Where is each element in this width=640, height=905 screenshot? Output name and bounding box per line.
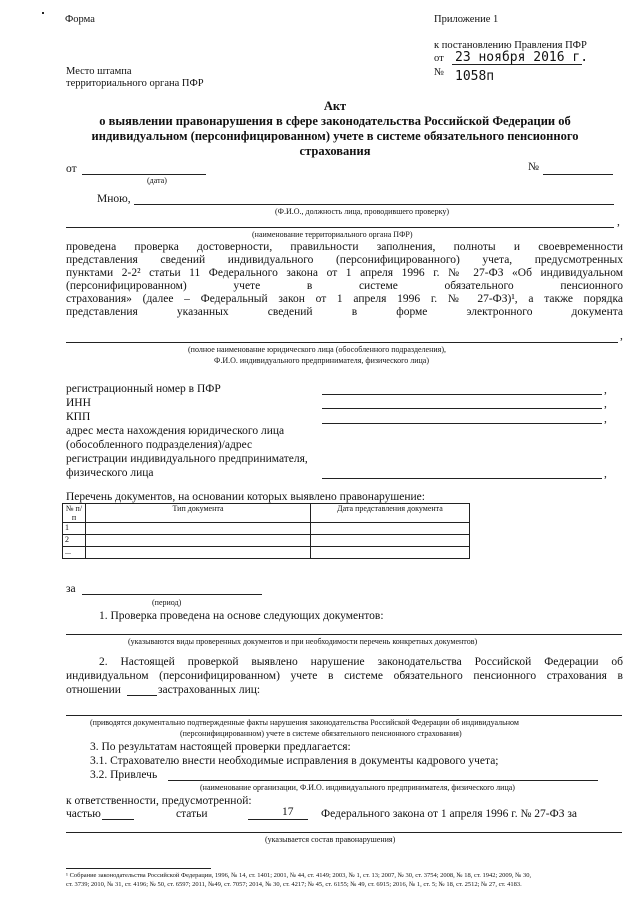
- act-subtitle-line2: индивидуальном (персонифицированном) учете в системе обязательного пенсионного: [91, 129, 579, 143]
- law-reference: Федерального закона от 1 апреля 1996 г. № 27-ФЗ за: [321, 808, 578, 820]
- inspector-field[interactable]: [134, 204, 614, 205]
- entity-caption2: Ф.И.О. индивидуального предпринимателя, физического лица): [214, 356, 429, 365]
- period-label: за: [66, 583, 76, 595]
- inn-label: ИНН: [66, 397, 91, 409]
- body-line5: страхования» (далее – Федеральный закон от 1 апреля 1996 г. № 27-ФЗ)¹, а также порядка: [66, 293, 623, 305]
- address-label-line2: (обособленного подразделения)/адрес: [66, 439, 253, 451]
- offender-field[interactable]: [168, 780, 598, 781]
- period-field[interactable]: [82, 594, 262, 595]
- section2-caption1: (приводятся документально подтвержденные факты нарушения законодательства Российской Федерации об индивидуальном: [90, 718, 519, 727]
- documents-table: [62, 503, 470, 559]
- table-row: [63, 523, 470, 535]
- period-caption: (период): [152, 598, 182, 607]
- body-line3: пунктами 2-2² статьи 11 Федерального закона от 1 апреля 1996 г. № 27-ФЗ «Об индивидуальном: [66, 267, 623, 279]
- act-subtitle-line1: о выявлении правонарушения в сфере законодательства Российской Федерации об: [99, 114, 571, 128]
- act-subtitle-line3: страхования: [299, 144, 371, 158]
- section2-line3a: отношении: [66, 684, 121, 696]
- section3-1: 3.1. Страхователю внести необходимые исправления в документы кадрового учета;: [90, 755, 499, 767]
- col-date-header: Дата представления документа: [311, 504, 470, 523]
- col-num-header: № п/п: [63, 504, 86, 523]
- body-line4: (персонифицированном) учете в системе обязательного пенсионного: [66, 280, 623, 292]
- date-underline: [452, 64, 582, 65]
- resolution-date: 23 ноября 2016 г.: [455, 50, 589, 65]
- section2-line1: 2. Настоящей проверкой выявлено нарушение законодательства Российской Федерации об: [99, 656, 623, 668]
- date-from-label: от: [66, 163, 77, 175]
- section3-2: 3.2. Привлечь: [90, 769, 158, 781]
- row-num: 2: [63, 535, 86, 547]
- act-number-label: №: [528, 161, 539, 173]
- footnote-divider: [66, 868, 211, 869]
- row-num: ...: [63, 547, 86, 559]
- section1-caption: (указываются виды проверенных документов и при необходимости перечень конкретных документов): [128, 637, 478, 646]
- reg-number-label: регистрационный номер в ПФР: [66, 383, 221, 395]
- responsibility-label: к ответственности, предусмотренной:: [66, 795, 252, 807]
- scan-dot: [42, 12, 44, 14]
- address-label-line3: регистрации индивидуального предпринимателя,: [66, 453, 308, 465]
- reg-number-comma: ,: [604, 384, 607, 396]
- inspector-comma: ,: [617, 216, 620, 228]
- kpp-label: КПП: [66, 411, 91, 423]
- appendix-label: Приложение 1: [434, 14, 499, 25]
- row-type[interactable]: [86, 535, 311, 547]
- address-label-line4: физического лица: [66, 467, 154, 479]
- kpp-field[interactable]: [322, 423, 602, 424]
- form-label: Форма: [65, 14, 95, 25]
- row-type[interactable]: [86, 547, 311, 559]
- table-row: [63, 535, 470, 547]
- date-field[interactable]: [82, 174, 206, 175]
- entity-comma: ,: [620, 330, 623, 342]
- offense-field[interactable]: [66, 832, 622, 833]
- offense-caption: (указывается состав правонарушения): [265, 835, 396, 844]
- resolution-from-prefix: от: [434, 53, 444, 64]
- inspector-caption: (Ф.И.О., должность лица, проводившего проверку): [275, 207, 449, 216]
- body-line1: проведена проверка достоверности, правильности заполнения, полноты и своевременности: [66, 241, 623, 253]
- row-type[interactable]: [86, 523, 311, 535]
- article-label: статьи: [176, 808, 208, 820]
- body-line2: представления сведений индивидуального (персонифицированного) учета, предусмотренных: [66, 254, 623, 266]
- date-caption: (дата): [147, 176, 167, 185]
- part-field[interactable]: [102, 819, 134, 820]
- address-comma: ,: [604, 468, 607, 480]
- section2-caption2: (персонифицированном) учете в системе обязательного пенсионного страхования): [180, 729, 462, 738]
- footnote-line2: ст. 3739; 2010, № 31, ст. 4196; № 50, ст. 6597; 2011, №49, ст. 7057; 2014, № 30, ст. 4217; № 45, ст. 6155; № 49, ст. 6915; 2016, № 1, ст. 5; № 18, ст. 2512; № 27, ст. 4183.: [66, 881, 522, 888]
- org-caption: (наименование территориального органа ПФР): [252, 230, 413, 239]
- row-date[interactable]: [311, 547, 470, 559]
- inspector-field-line2[interactable]: [66, 227, 614, 228]
- part-label: частью: [66, 808, 101, 820]
- article-number: 17: [282, 806, 294, 818]
- section3-intro: 3. По результатам настоящей проверки предлагается:: [90, 741, 351, 753]
- article-field: [248, 819, 308, 820]
- reg-number-field[interactable]: [322, 394, 602, 395]
- act-number-field[interactable]: [543, 174, 613, 175]
- act-title: Акт: [323, 99, 347, 113]
- col-type-header: Тип документа: [86, 504, 311, 523]
- section2-line2: индивидуальном (персонифицированном) учете в системе обязательного пенсионного страхования в: [66, 670, 623, 682]
- offender-caption: (наименование организации, Ф.И.О. индивидуального предпринимателя, физического лица): [200, 783, 515, 792]
- table-header-row: [63, 504, 470, 523]
- stamp-place-line1: Место штампа: [66, 66, 132, 77]
- entity-caption1: (полное наименование юридического лица (обособленного подразделения),: [188, 345, 447, 354]
- body-line6: представления указанных сведений в форме электронного документа: [66, 306, 623, 318]
- entity-name-field[interactable]: [66, 342, 618, 343]
- row-num: 1: [63, 523, 86, 535]
- insured-count-field[interactable]: [127, 695, 157, 696]
- inn-comma: ,: [604, 398, 607, 410]
- resolution-label: к постановлению Правления ПФР: [434, 40, 587, 51]
- row-date[interactable]: [311, 535, 470, 547]
- row-date[interactable]: [311, 523, 470, 535]
- stamp-place-line2: территориального органа ПФР: [66, 78, 204, 89]
- section2-field[interactable]: [66, 715, 622, 716]
- inspector-label: Мною,: [97, 193, 131, 205]
- section2-line3b: застрахованных лиц:: [158, 684, 261, 696]
- footnote-line1: ¹ Собрание законодательства Российской Федерации, 1996, № 14, ст. 1401; 2001, № 44, ст. 4149; 2003, № 1, ст. 13; 2007, № 30, ст. 3754; 2008, № 18, ст. 1942; 2009, № 30,: [66, 872, 532, 879]
- resolution-number: 1058п: [455, 69, 495, 84]
- docs-intro: Перечень документов, на основании которых выявлено правонарушение:: [66, 491, 425, 503]
- address-field[interactable]: [322, 478, 602, 479]
- resolution-number-prefix: №: [434, 67, 445, 78]
- address-label-line1: адрес места нахождения юридического лица: [66, 425, 285, 437]
- inn-field[interactable]: [322, 408, 602, 409]
- table-row: [63, 547, 470, 559]
- section1-field[interactable]: [66, 634, 622, 635]
- kpp-comma: ,: [604, 413, 607, 425]
- section1-text: 1. Проверка проведена на основе следующих документов:: [99, 610, 384, 622]
